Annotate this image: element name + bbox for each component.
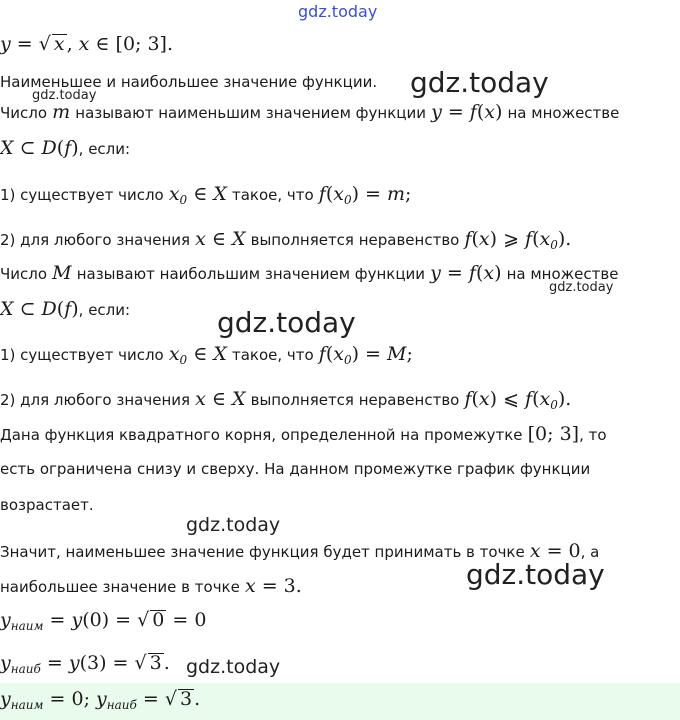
solution-line-1: Дана функция квадратного корня, определенной на промежутке [0; 3], то: [0, 423, 607, 445]
min-condition-2: 2) для любого значения x ∈ X выполняется неравенство f(x) ⩾ $f(x_0)$.: [0, 228, 572, 252]
max-definition: Число M называют наибольшим значением функции y = f(x) на множестве: [0, 262, 619, 284]
solution-line-3: возрастает.: [0, 496, 94, 514]
min-value-formula: $y_{наим} = y(0)$ = √ 0 = 0: [0, 609, 207, 633]
max-condition-1: 1) существует число $x_0$ ∈ X такое, что $f(x_0) = M$;: [0, 343, 413, 367]
min-condition-1: 1) существует число $x_0$ ∈ X такое, что $f(x_0) = m$;: [0, 183, 412, 207]
answer-box: [0, 683, 680, 720]
definition-title: Наименьшее и наибольшее значение функции.: [0, 73, 378, 91]
answer-formula: $y_{наим} = 0$; $y_{наиб}$ = √ 3 .: [0, 688, 201, 712]
watermark: gdz.today: [217, 306, 356, 339]
watermark: gdz.today: [186, 514, 281, 536]
max-condition-2: 2) для любого значения x ∈ X выполняется неравенство f(x) ⩽ $f(x_0)$.: [0, 388, 572, 412]
watermark: gdz.today: [32, 88, 97, 103]
watermark: gdz.today: [410, 66, 549, 99]
max-definition-set: X ⊂ D(f), если:: [0, 298, 131, 320]
watermark: gdz.today: [186, 656, 281, 678]
min-definition: Число m называют наименьшим значением функции y = f(x) на множестве: [0, 101, 620, 123]
min-definition-set: X ⊂ D(f), если:: [0, 137, 131, 159]
solution-line-2: есть ограничена снизу и сверху. На данном промежутке график функции: [0, 460, 591, 478]
max-value-formula: $y_{наиб} = y(3)$ = √ 3 .: [0, 652, 170, 676]
solution-line-4: Значит, наименьшее значение функция будет принимать в точке x = 0, а: [0, 540, 600, 562]
watermark: gdz.today: [466, 558, 605, 591]
solution-line-5: наибольшее значение в точке x = 3.: [0, 575, 302, 597]
watermark: gdz.today: [298, 2, 378, 21]
header-formula: y = √ x , x ∈ [0; 3].: [0, 33, 174, 55]
watermark: gdz.today: [549, 280, 614, 295]
